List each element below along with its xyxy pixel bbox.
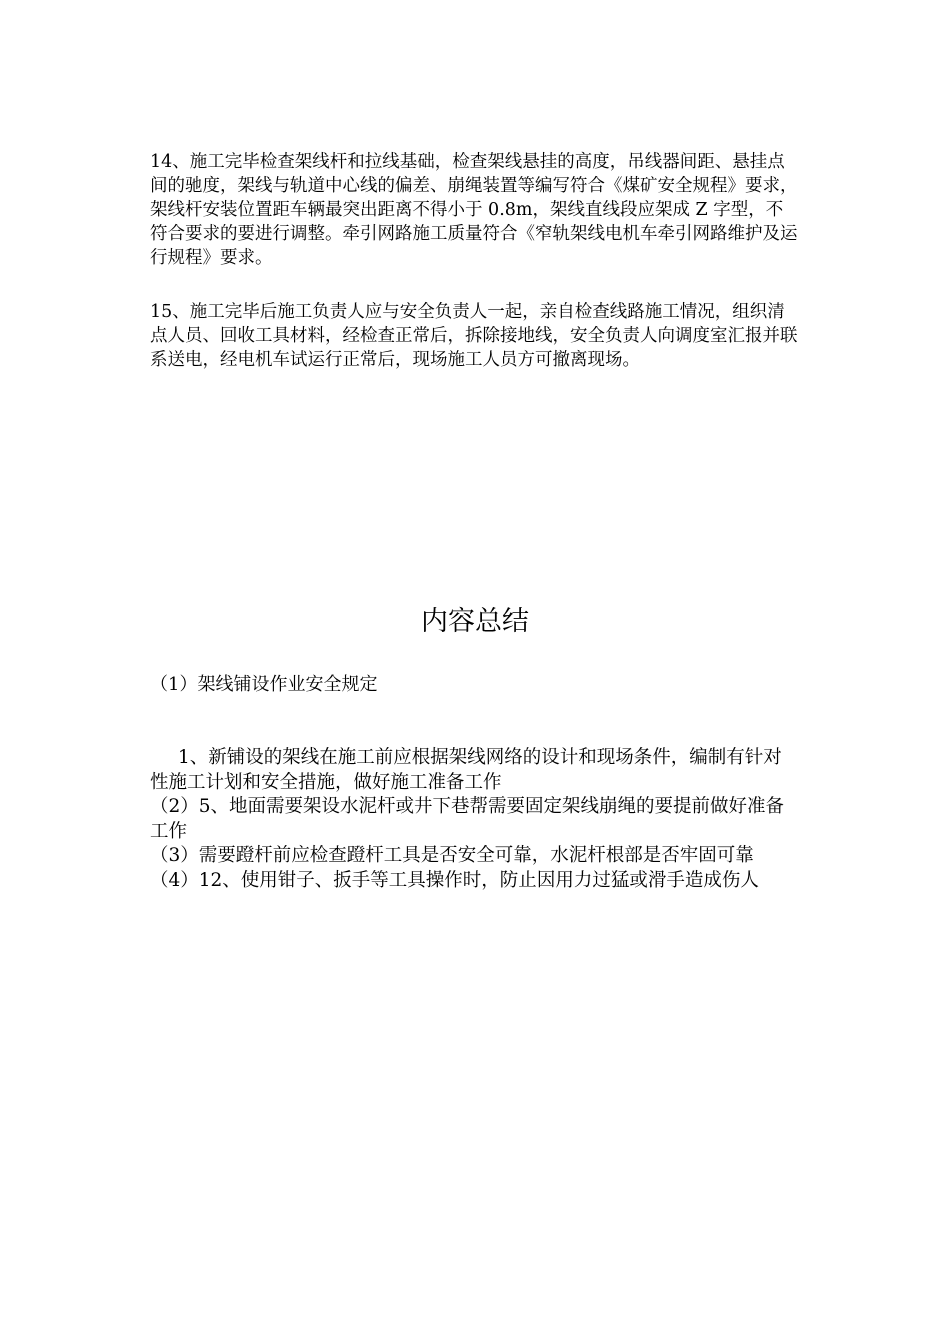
paragraph-14: 14、施工完毕检查架线杆和拉线基础，检查架线悬挂的高度，吊线器间距、悬挂点间的驰度，架线与轨道中心线的偏差、崩绳装置等编写符合《煤矿安全规程》要求，架线杆安装位置距车辆最突出距离不得小于 0.8m，架线直线段应架成 Z 字型，不符合要求的要进行调整。牵引网路施工质量符合《窄轨架线电机车牵引网路维护及运行规程》要求。: [150, 152, 798, 268]
summary-item: 1、新铺设的架线在施工前应根据架线网络的设计和现场条件，编制有针对性施工计划和安全措施，做好施工准备工作: [150, 747, 782, 793]
summary-list: [150, 746, 800, 893]
summary-title: 内容总结: [421, 606, 529, 637]
paragraph-15: 15、施工完毕后施工负责人应与安全负责人一起，亲自检查线路施工情况，组织清点人员、回收工具材料，经检查正常后，拆除接地线，安全负责人向调度室汇报并联系送电，经电机车试运行正常后，现场施工人员方可撤离现场。: [150, 302, 798, 370]
summary-item: （2）5、地面需要架设水泥杆或井下巷帮需要固定架线崩绳的要提前做好准备工作: [150, 796, 785, 842]
summary-item: （3）需要蹬杆前应检查蹬杆工具是否安全可靠，水泥杆根部是否牢固可靠: [150, 845, 754, 866]
summary-subtitle: （1）架线铺设作业安全规定: [150, 674, 378, 695]
summary-item: （4）12、使用钳子、扳手等工具操作时，防止因用力过猛或滑手造成伤人: [150, 869, 759, 891]
